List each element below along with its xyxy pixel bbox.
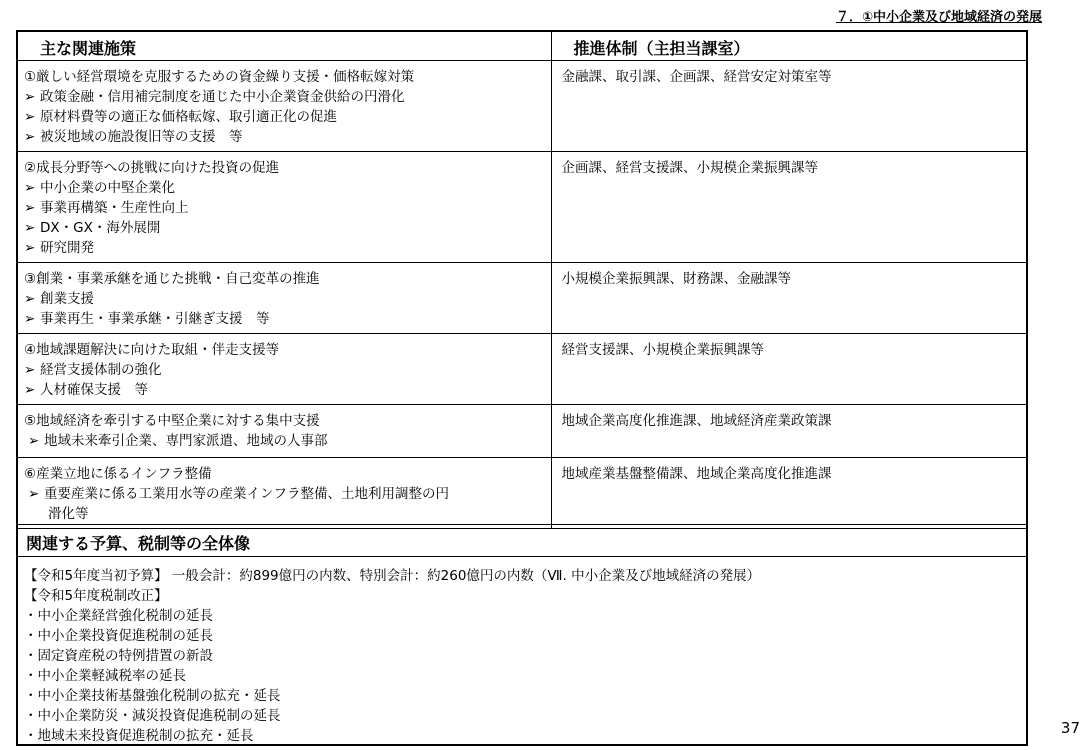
list-item: ➢ 創業支援: [24, 290, 94, 307]
policy-table: [18, 32, 1026, 529]
arrow-bullet-icon: ➢: [24, 290, 36, 307]
measures-column-header: 主な関連施策: [18, 32, 551, 60]
page-number: 37: [1060, 719, 1080, 737]
tax-reform-heading: 【令和5年度税制改正】: [24, 588, 168, 604]
list-item: ➢ 経営支援体制の強化: [24, 361, 162, 378]
list-item: ・中小企業経営強化税制の延長: [24, 608, 213, 624]
system-column-header: 推進体制（主担当課室）: [551, 32, 1026, 60]
list-item: ➢ 研究開発: [24, 239, 94, 256]
list-item: ➢ 原材料費等の適正な価格転嫁、取引適正化の促進: [24, 108, 337, 125]
list-item: ➢ 人材確保支援 等: [24, 381, 148, 398]
list-item: ・固定資産税の特例措置の新設: [24, 648, 213, 664]
arrow-bullet-icon: ➢: [28, 485, 40, 502]
measure-title: ②成長分野等への挑戦に向けた投資の促進: [24, 159, 280, 176]
arrow-bullet-icon: ➢: [24, 239, 36, 256]
list-item: ・中小企業軽減税率の延長: [24, 668, 186, 684]
department-cell: 経営支援課、小規模企業振興課等: [551, 333, 1026, 404]
summary-heading: 関連する予算、税制等の全体像: [18, 524, 1026, 557]
measure-cell: [18, 151, 551, 262]
list-item: ・中小企業投資促進税制の延長: [24, 628, 213, 644]
list-item: ・中小企業防災・減災投資促進税制の延長: [24, 708, 281, 724]
measure-cell: [18, 60, 551, 151]
arrow-bullet-icon: ➢: [24, 88, 36, 105]
arrow-bullet-icon: ➢: [24, 108, 36, 125]
measure-title: ④地域課題解決に向けた取組・伴走支援等: [24, 341, 280, 358]
list-item: ➢ 中小企業の中堅企業化: [24, 179, 175, 196]
arrow-bullet-icon: ➢: [24, 179, 36, 196]
measure-title: ⑥産業立地に係るインフラ整備: [24, 465, 212, 482]
section-title: ７．①中小企業及び地域経済の発展: [835, 10, 1042, 25]
list-item: ➢ DX・GX・海外展開: [24, 219, 161, 236]
list-item: ➢ 政策金融・信用補完制度を通じた中小企業資金供給の円滑化: [24, 88, 405, 105]
list-item-continuation: 滑化等: [48, 505, 89, 522]
measure-title: ⑤地域経済を牽引する中堅企業に対する集中支援: [24, 412, 320, 429]
table-row: [18, 60, 1026, 151]
arrow-bullet-icon: ➢: [24, 361, 36, 378]
arrow-bullet-icon: ➢: [24, 199, 36, 216]
measure-title: ③創業・事業承継を通じた挑戦・自己変革の推進: [24, 270, 320, 287]
table-row: [18, 151, 1026, 262]
department-cell: 地域産業基盤整備課、地域企業高度化推進課: [551, 457, 1026, 528]
budget-line: 【令和5年度当初予算】 一般会計：約899億円の内数、特別会計：約260億円の内数（Ⅶ. 中小企業及び地域経済の発展）: [24, 568, 761, 584]
measure-cell: [18, 333, 551, 404]
arrow-bullet-icon: ➢: [24, 219, 36, 236]
measure-title: ①厳しい経営環境を克服するための資金繰り支援・価格転嫁対策: [24, 68, 415, 85]
list-item: ➢ 事業再生・事業承継・引継ぎ支援 等: [24, 310, 270, 327]
list-item: ➢ 被災地域の施設復旧等の支援 等: [24, 128, 243, 145]
department-cell: 地域企業高度化推進課、地域経済産業政策課: [551, 404, 1026, 457]
arrow-bullet-icon: ➢: [24, 128, 36, 145]
list-item: ➢ 事業再構築・生産性向上: [24, 199, 189, 216]
summary-body: [18, 562, 1026, 750]
list-item: ➢ 重要産業に係る工業用水等の産業インフラ整備、土地利用調整の円 滑化等: [24, 484, 545, 524]
measure-cell: [18, 262, 551, 333]
list-item: ・地域未来投資促進税制の拡充・延長: [24, 728, 254, 744]
table-row: [18, 333, 1026, 404]
measure-cell: [18, 404, 551, 457]
department-cell: 金融課、取引課、企画課、経営安定対策室等: [551, 60, 1026, 151]
department-cell: 企画課、経営支援課、小規模企業振興課等: [551, 151, 1026, 262]
list-item: ・中小企業技術基盤強化税制の拡充・延長: [24, 688, 281, 704]
arrow-bullet-icon: ➢: [24, 381, 36, 398]
table-row: [18, 404, 1026, 457]
list-item: ➢ 地域未来牽引企業、専門家派遣、地域の人事部: [28, 432, 328, 449]
table-header-row: [18, 32, 1026, 60]
arrow-bullet-icon: ➢: [24, 310, 36, 327]
table-row: [18, 457, 1026, 528]
policy-frame: [16, 30, 1028, 746]
measure-cell: [18, 457, 551, 528]
arrow-bullet-icon: ➢: [28, 432, 40, 449]
department-cell: 小規模企業振興課、財務課、金融課等: [551, 262, 1026, 333]
table-row: [18, 262, 1026, 333]
